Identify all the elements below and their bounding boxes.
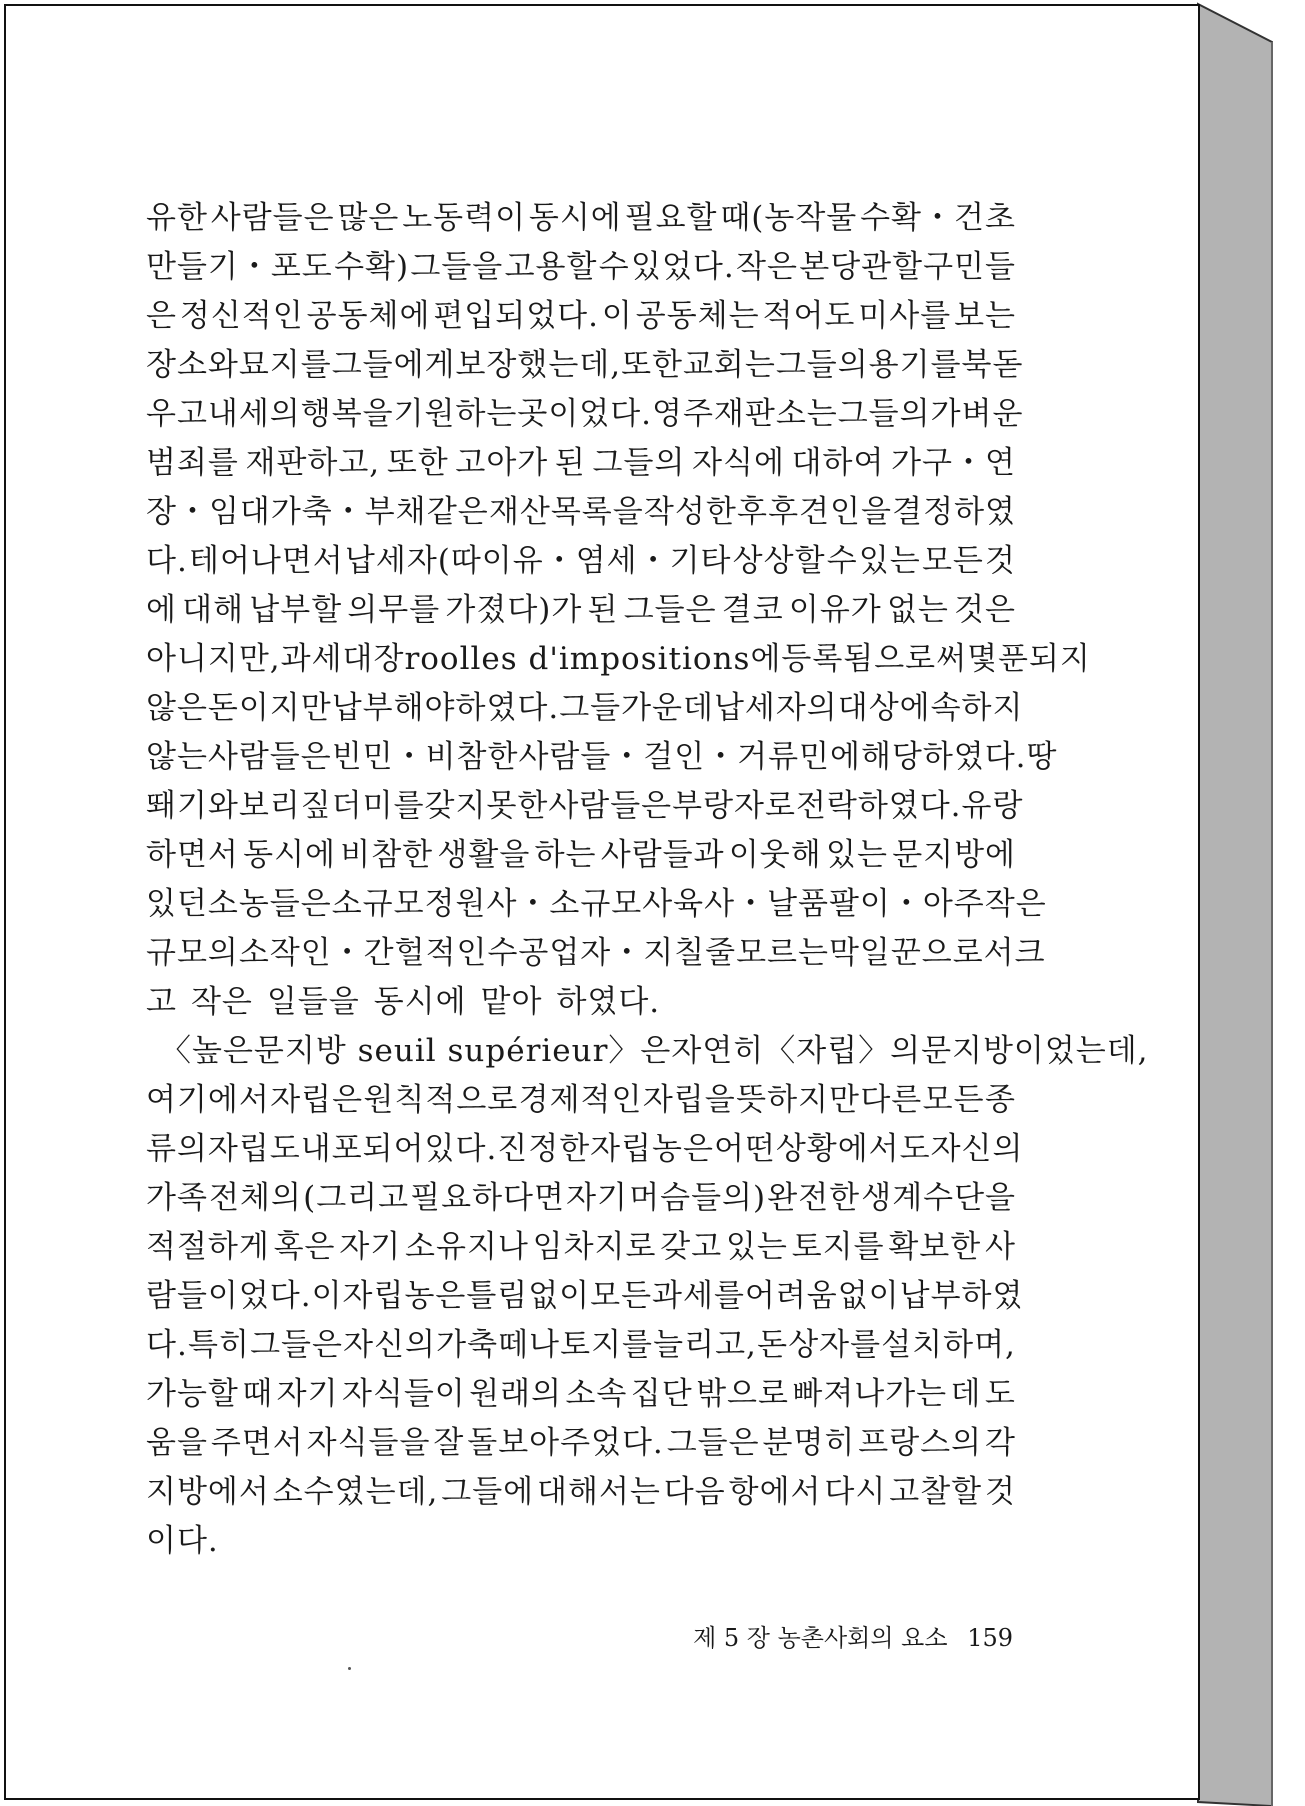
text-word: 가구・연 [891,445,1016,481]
text-word: 각 [985,1425,1016,1461]
text-word: 비참한 [340,837,434,873]
text-word: 이 [601,298,633,334]
text-word: 모든 [590,1278,653,1314]
text-word: 수 [598,249,630,285]
text-word: 만들기・포도 [146,249,333,285]
text-word: 그들의 [775,347,869,383]
text-word: 같은 [426,494,489,530]
text-word: 생활을 [437,837,531,873]
text-word: 아니지만, [146,641,281,677]
text-word: 그들은 [666,1425,760,1461]
text-line [146,341,1024,390]
text-word: 필요할 [624,200,718,236]
text-word: 재산목록을 [488,494,644,530]
text-word: 에 [146,592,177,628]
text-line [146,586,1016,635]
text-word: 대해서는 [537,1474,661,1510]
text-word: 결정하였 [892,494,1016,530]
text-word: 적절하게 [146,1229,270,1265]
text-word: 재판하고, [245,445,381,481]
text-line [146,1272,1024,1321]
text-word: 전락하였다. [795,788,962,824]
text-word: 수공업자・지칠 [487,935,706,971]
text-word: 납부할 [249,592,343,628]
text-word: 밖으로 [696,1376,789,1412]
text-line [146,1321,1016,1370]
text-word: 그들에게 [331,347,456,383]
text-line [146,1125,1024,1174]
text-word: 대상에 [837,690,931,726]
text-word: 소속 [565,1376,628,1412]
text-word: 소작인・간헐적인 [238,935,488,971]
text-line [146,243,1016,292]
text-word: 이다. [146,1523,219,1559]
text-word: 설치하며, [881,1327,1016,1363]
text-word: 토지를 [560,1327,653,1363]
text-word: 납세자(따이유・염세・기타 [344,543,732,579]
text-word: 사육사・날품팔이・아주 [642,886,985,922]
text-word: 사람들과 [600,837,725,873]
text-word: 〈자립〉의 [764,1033,922,1069]
text-word: 작성한 [643,494,737,530]
text-word: 범죄를 [146,445,239,481]
text-word: 수확・건초 [860,200,1016,236]
text-word: 것 [985,543,1016,579]
text-word: 등록됨으로써 [781,641,968,677]
text-word: 내세의 [207,396,301,432]
text-word: 특히 [188,1327,250,1363]
text-word: 공동체에 [306,298,431,334]
text-word: 돈이지만 [207,690,332,726]
text-word: 된 [554,445,586,481]
text-word: 모든 [922,1082,985,1118]
text-word: 돌보아주었다. [467,1425,664,1461]
text-word: 다. [146,543,188,579]
text-word: 빈민・비참한 [331,739,519,775]
text-word: 그들은 [250,1327,343,1363]
text-line [146,733,1058,782]
text-word: 많은 [337,200,400,236]
text-word: 소유지나 [405,1229,529,1265]
text-line [146,782,1024,831]
text-word: 또한 [621,347,683,383]
text-word: 어려움 [744,1278,838,1314]
text-word: 것 [985,1474,1016,1510]
text-word: 있던 [146,886,208,922]
text-word: 대하여 [791,445,885,481]
text-word: 과세를 [652,1278,745,1314]
text-word: 다음 [663,1474,726,1510]
text-word: 이웃해 [728,837,822,873]
text-word: 수확) [334,249,410,285]
text-word: 자립을 [642,1082,736,1118]
text-line [146,831,1016,880]
text-word: 적어도 [762,298,856,334]
text-line [146,1076,1016,1125]
text-word: 때 [242,1376,274,1412]
text-word: 과세대장 [280,641,405,677]
text-line [146,880,1047,929]
text-line [146,929,1046,978]
text-word: 은 [146,298,177,334]
text-word: 이유가 [788,592,882,628]
text-word: 도 [984,1376,1016,1412]
text-word: 지방에서 [146,1474,270,1510]
text-word: 본당관할구민들 [799,249,1016,285]
text-word: 크 [1014,935,1046,971]
text-word: 유한 [146,200,208,236]
text-word: 곳이었다. [517,396,653,432]
text-word: 동시에 [528,200,622,236]
text-word: 대해 [182,592,245,628]
text-word: 다시 [824,1474,887,1510]
text-word: (그리고 [303,1180,410,1216]
text-word: 자신의 [930,1131,1024,1167]
text-word: 가졌다)가 [445,592,583,628]
text-word: 다. [146,1327,188,1363]
text-word: 장・임대가축・부채 [146,494,427,530]
text-word: 고 [146,984,177,1020]
text-word: 유랑 [961,788,1024,824]
text-word: 공동체는 [635,298,760,334]
text-word: 노동력이 [402,200,527,236]
text-word: 사람들은 [210,200,335,236]
text-word: 뙈기와 [146,788,239,824]
text-word: 갖지 [424,788,487,824]
text-word: 늘리고, [653,1327,757,1363]
text-word: 주면서 [210,1425,304,1461]
text-word: 가벼운 [930,396,1024,432]
text-word: 원래의 [469,1376,563,1412]
text-word: 가족 [146,1180,208,1216]
text-word: 않는 [146,739,208,775]
text-word: 류의 [146,1131,208,1167]
text-word: 자립도 [207,1131,301,1167]
text-word: 그들에 [441,1474,535,1510]
text-word: 정원사・소규모 [424,886,643,922]
text-word: 없이 [837,1278,900,1314]
text-word: 〈높은 [160,1033,254,1069]
text-line [146,978,1016,1027]
text-word: 하였다. [455,690,560,726]
text-word: 소농들은 [207,886,332,922]
text-word: 머슴들의) [629,1180,767,1216]
text-word: 정신적인 [179,298,304,334]
text-word: 여기에서 [146,1082,270,1118]
text-word: 교회는 [682,347,776,383]
text-word: 있는 [858,543,921,579]
text-word: 있다. [424,1131,498,1167]
text-word: 북돋 [961,347,1024,383]
text-word: 고아가 [455,445,549,481]
text-word: 가능할 [146,1376,239,1412]
text-word: 속하지 [930,690,1024,726]
text-word: 고용할 [504,249,598,285]
text-word: 때(농작물 [720,200,858,236]
text-word: 돈 [757,1327,789,1363]
text-word: 그들의 [837,396,931,432]
text-word: 자식에 [692,445,785,481]
text-word: 그들의 [592,445,686,481]
text-word: 동시에 [243,837,336,873]
text-word: 집단 [630,1376,693,1412]
text-word: 고찰할 [889,1474,983,1510]
text-word: 자립농은 [342,1278,467,1314]
text-word: 모든 [921,543,984,579]
text-word: 납부하였 [899,1278,1024,1314]
text-line [146,684,1024,733]
text-word: 장소와 [146,347,239,383]
text-word: 편입되었다. [433,298,599,334]
text-word: 부랑자로 [672,788,796,824]
text-word: 람들이었다. [146,1278,312,1314]
text-word: 있는 [826,837,888,873]
text-word: 보장했는데, [455,347,622,383]
text-word: 자신의 [343,1327,436,1363]
text-word: 필요하다면 [410,1180,565,1216]
text-line [146,390,1024,439]
text-word: 되지 [1028,641,1091,677]
text-word: 땅 [1026,739,1058,775]
text-word: 있었다. [631,249,735,285]
text-line [146,635,1091,684]
body-text [146,194,1149,1566]
text-word: 이 [311,1278,343,1314]
text-word: 하였다. [556,984,661,1020]
text-word: 자기 [339,1229,402,1265]
text-word: 상자를 [788,1327,882,1363]
text-word: 의무를 [347,592,441,628]
text-line [146,1370,1016,1419]
text-word: 틀림없이 [466,1278,591,1314]
chapter-title: 제 5 장 농촌사회의 요소 [693,1624,948,1652]
text-word: 갖고 [660,1229,723,1265]
text-word: 행복을 [300,396,394,432]
text-line [146,488,1016,537]
text-line [146,439,1016,488]
text-word: 영주재판소는 [652,396,838,432]
text-word: 규모의 [146,935,239,971]
text-word: 결코 [721,592,784,628]
scan-speck [348,1667,351,1670]
text-word: 후 [736,494,768,530]
text-line [146,1468,1016,1517]
text-word: 임차지로 [532,1229,657,1265]
text-word: 보리짚더미를 [238,788,425,824]
text-word: 자식들을 [306,1425,431,1461]
text-word: 일들을 [266,984,360,1020]
text-word: 것은 [954,592,1016,628]
text-word: 문지방 seuil supérieur〉은 [253,1033,672,1069]
text-word: 보는 [954,298,1016,334]
text-word: 자립농은 [590,1131,714,1167]
text-line [146,292,1016,341]
text-word: 납부해야 [331,690,456,726]
text-word: 묘지를 [238,347,332,383]
text-word: 몇 [967,641,999,677]
text-word: 뜻하지만 [736,1082,860,1118]
text-word: 맡아 [480,984,543,1020]
text-word: 문지방에 [892,837,1016,873]
text-word: 사 [985,1229,1016,1265]
text-word: 어떤 [713,1131,776,1167]
text-word: 작은 [984,886,1047,922]
page-footer [693,1618,1013,1653]
text-word: 그들은 [623,592,717,628]
text-word: 사람들은 [207,739,332,775]
text-line [146,1174,1016,1223]
text-line [146,1223,1016,1272]
text-word: 사람들・걸인・거류민에 [518,739,861,775]
text-word: 그들 [559,690,622,726]
text-word: 프랑스의 [858,1425,983,1461]
text-word: 납세자의 [713,690,838,726]
text-word: 수 [826,543,858,579]
text-line [146,1027,1149,1076]
text-word: 된 [587,592,619,628]
text-word: 자식들이 [341,1376,466,1412]
text-word: 작은 [736,249,798,285]
text-word: 완전한 [767,1180,861,1216]
page-number: 159 [967,1624,1013,1652]
text-word: 경제적인 [518,1082,643,1118]
text-word: 해당하였다. [860,739,1027,775]
text-word: 자기 [566,1180,629,1216]
text-word: 미사를 [858,298,952,334]
text-word: 원칙적으로 [363,1082,519,1118]
text-word: 내포되어 [300,1131,425,1167]
text-word: 용기를 [868,347,962,383]
text-word: 모르는 [736,935,829,971]
text-word: 생계수단을 [861,1180,1016,1216]
text-word: 자립은 [270,1082,364,1118]
text-word: 하면서 [146,837,239,873]
text-word: 자기 [276,1376,339,1412]
text-word: 또한 [386,445,449,481]
text-word: 않은 [146,690,208,726]
text-line [146,1517,1016,1566]
text-word: roolles d'impositions에 [404,641,782,677]
text-word: 푼 [998,641,1029,677]
text-word: 분명히 [762,1425,856,1461]
text-word: 상상할 [732,543,826,579]
text-word: 테어나면서 [189,543,344,579]
text-word: 소수였는데, [272,1474,439,1510]
text-word: 줄 [705,935,737,971]
text-word: 확보한 [888,1229,982,1265]
text-word: 기원하는 [393,396,518,432]
text-word: 혹은 [273,1229,336,1265]
text-word: 후견인을 [768,494,892,530]
text-word: 전체의 [209,1180,302,1216]
text-word: 문지방이었는데, [921,1033,1149,1069]
text-word: 항에서 [728,1474,822,1510]
text-line [146,1419,1016,1468]
text-word: 우고 [146,396,208,432]
text-word: 가축떼나 [436,1327,560,1363]
text-word: 종 [985,1082,1016,1118]
text-word: 소규모 [331,886,425,922]
text-word: 있는 [725,1229,788,1265]
text-word: 자연히 [671,1033,765,1069]
text-word: 하는 [534,837,597,873]
text-word: 움을 [146,1425,208,1461]
text-word: 동시에 [373,984,467,1020]
text-word: 못한 [486,788,549,824]
text-line [146,194,1016,243]
text-word: 잘 [433,1425,465,1461]
text-word: 사람들은 [548,788,673,824]
text-word: 그들을 [410,249,504,285]
text-word: 가운데 [621,690,714,726]
text-line [146,537,1016,586]
text-word: 막일꾼으로서 [828,935,1015,971]
text-word: 빠져나가는 [792,1376,948,1412]
text-word: 진정한 [497,1131,591,1167]
text-word: 다른 [860,1082,923,1118]
text-word: 작은 [190,984,253,1020]
text-word: 토지를 [791,1229,885,1265]
text-word: 상황에서도 [775,1131,931,1167]
text-word: 없는 [886,592,949,628]
text-word: 데 [950,1376,982,1412]
